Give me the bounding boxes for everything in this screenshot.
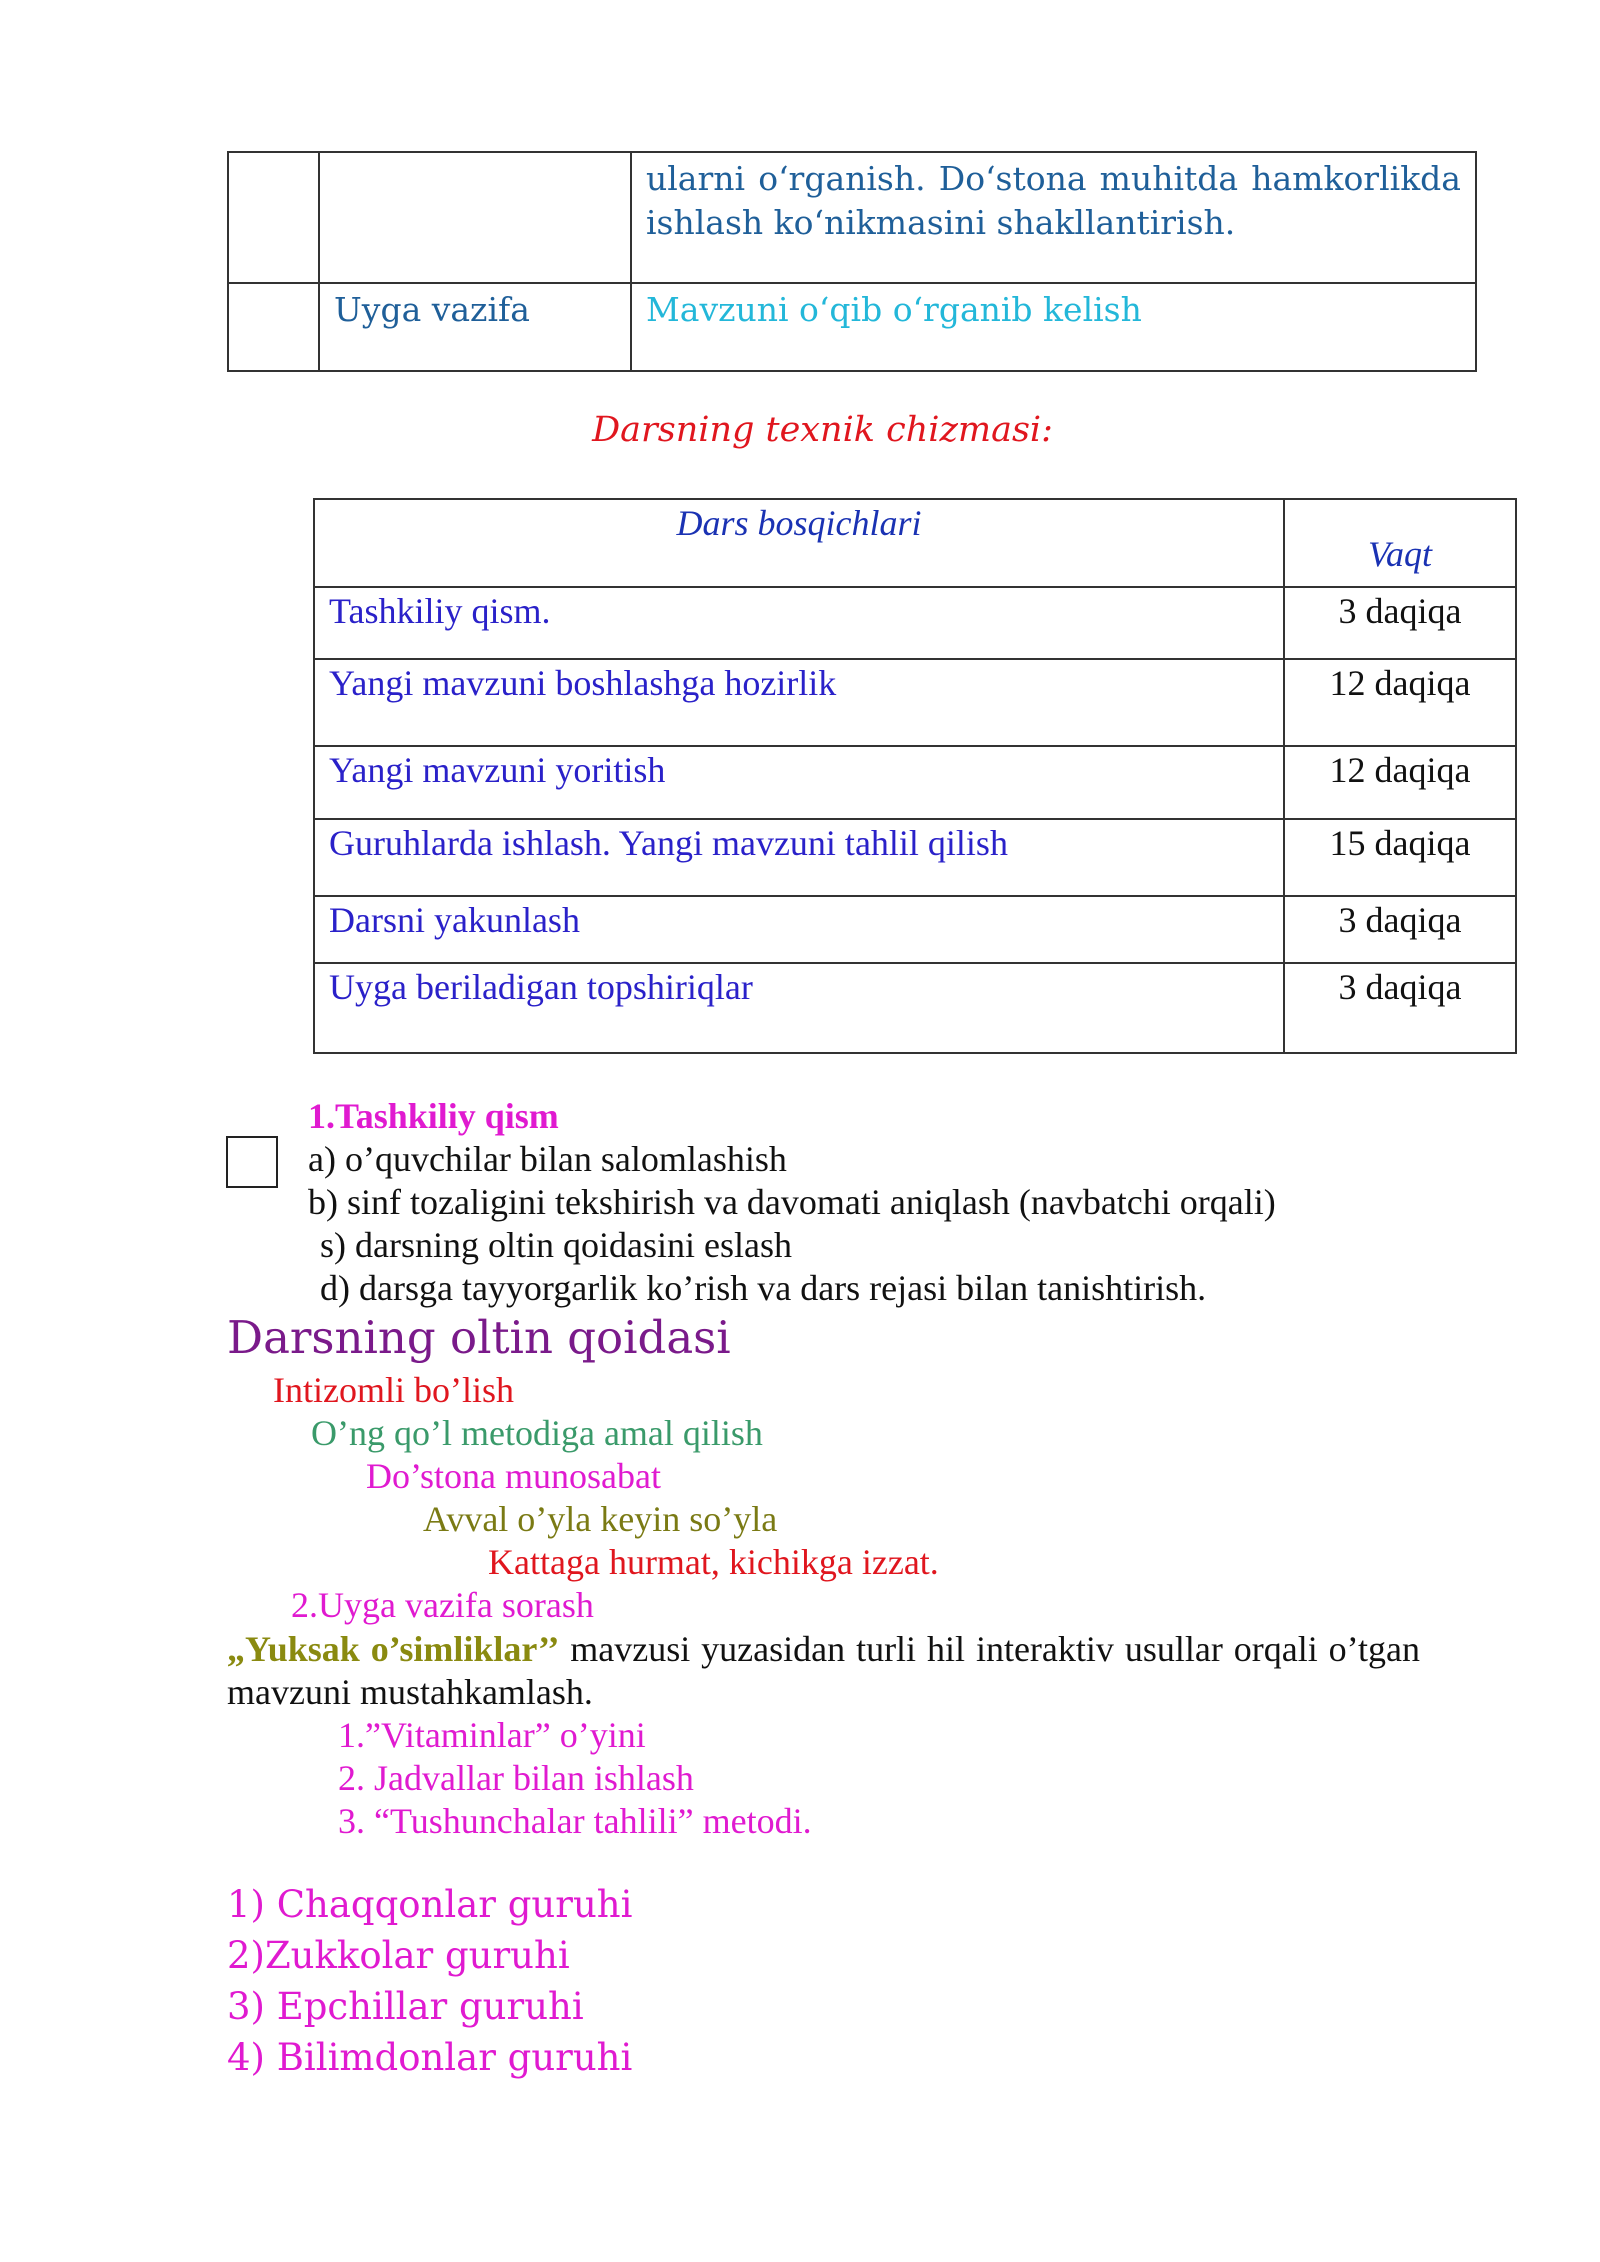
topic-title: „Yuksak o’simliklar’’ xyxy=(227,1629,560,1669)
goal-text: ularni o‘rganish. Do‘stona muhitda hamkorlikda ishlash ko‘nikmasini shakllantirish. xyxy=(646,159,1461,242)
lesson-plan-table xyxy=(227,151,1477,372)
table-row xyxy=(314,659,1516,746)
stage-name: Tashkiliy qism. xyxy=(314,587,1284,659)
stage-name: Yangi mavzuni yoritish xyxy=(314,746,1284,819)
stage-time: 3 daqiqa xyxy=(1284,963,1516,1053)
table-row xyxy=(314,896,1516,963)
list-item: s) darsning oltin qoidasini eslash xyxy=(320,1225,792,1265)
stages-column-header: Dars bosqichlari xyxy=(314,499,1284,587)
rule-item: Avval o’yla keyin so’yla xyxy=(423,1499,778,1539)
table-row xyxy=(228,152,1476,283)
stage-time: 3 daqiqa xyxy=(1284,587,1516,659)
stage-name: Uyga beriladigan topshiriqlar xyxy=(314,963,1284,1053)
method-item: 1.”Vitaminlar” o’yini xyxy=(338,1715,646,1755)
list-item: a) o’quvchilar bilan salomlashish xyxy=(308,1139,787,1179)
empty-checkbox xyxy=(226,1136,278,1188)
group-item: 4) Bilimdonlar guruhi xyxy=(227,2036,633,2079)
stage-name: Guruhlarda ishlash. Yangi mavzuni tahlil qilish xyxy=(314,819,1284,896)
list-item: d) darsga tayyorgarlik ko’rish va dars rejasi bilan tanishtirish. xyxy=(320,1268,1207,1308)
stage-time: 12 daqiqa xyxy=(1284,746,1516,819)
table-row xyxy=(314,587,1516,659)
section-heading: 1.Tashkiliy qism xyxy=(308,1096,559,1136)
stage-time: 3 daqiqa xyxy=(1284,896,1516,963)
table-cell xyxy=(319,152,631,283)
rule-item: O’ng qo’l metodiga amal qilish xyxy=(311,1413,763,1453)
list-item: b) sinf tozaligini tekshirish va davomati aniqlash (navbatchi orqali) xyxy=(308,1182,1276,1222)
stage-time: 15 daqiqa xyxy=(1284,819,1516,896)
stage-name: Darsni yakunlash xyxy=(314,896,1284,963)
group-item: 2)Zukkolar guruhi xyxy=(227,1934,570,1977)
table-row xyxy=(314,746,1516,819)
time-column-header: Vaqt xyxy=(1284,499,1516,587)
homework-text: Mavzuni o‘qib o‘rganib kelish xyxy=(631,283,1476,371)
golden-rules-title: Darsning oltin qoidasi xyxy=(227,1311,731,1364)
table-header-row xyxy=(314,499,1516,587)
section-heading: 2.Uyga vazifa sorash xyxy=(291,1585,594,1625)
rule-item: Intizomli bo’lish xyxy=(273,1370,514,1410)
table-row xyxy=(314,819,1516,896)
stage-time: 12 daqiqa xyxy=(1284,659,1516,746)
group-item: 1) Chaqqonlar guruhi xyxy=(227,1883,633,1926)
table-cell xyxy=(228,152,319,283)
table-cell xyxy=(228,283,319,371)
section2-paragraph xyxy=(227,1628,1420,1714)
table-row xyxy=(228,283,1476,371)
rule-item: Do’stona munosabat xyxy=(366,1456,661,1496)
paragraph-text: mavzusi yuzasidan turli hil interaktiv usullar orqali o’tgan mavzuni mustahkamlash. xyxy=(227,1629,1420,1712)
table-cell xyxy=(631,152,1476,283)
table-row xyxy=(314,963,1516,1053)
method-item: 3. “Tushunchalar tahlili” metodi. xyxy=(338,1801,812,1841)
rule-item: Kattaga hurmat, kichikga izzat. xyxy=(488,1542,939,1582)
stage-name: Yangi mavzuni boshlashga hozirlik xyxy=(314,659,1284,746)
technical-scheme-caption: Darsning texnik chizmasi: xyxy=(592,410,1053,450)
group-item: 3) Epchillar guruhi xyxy=(227,1985,584,2028)
homework-label: Uyga vazifa xyxy=(319,283,631,371)
lesson-stages-table xyxy=(313,498,1517,1054)
method-item: 2. Jadvallar bilan ishlash xyxy=(338,1758,694,1798)
